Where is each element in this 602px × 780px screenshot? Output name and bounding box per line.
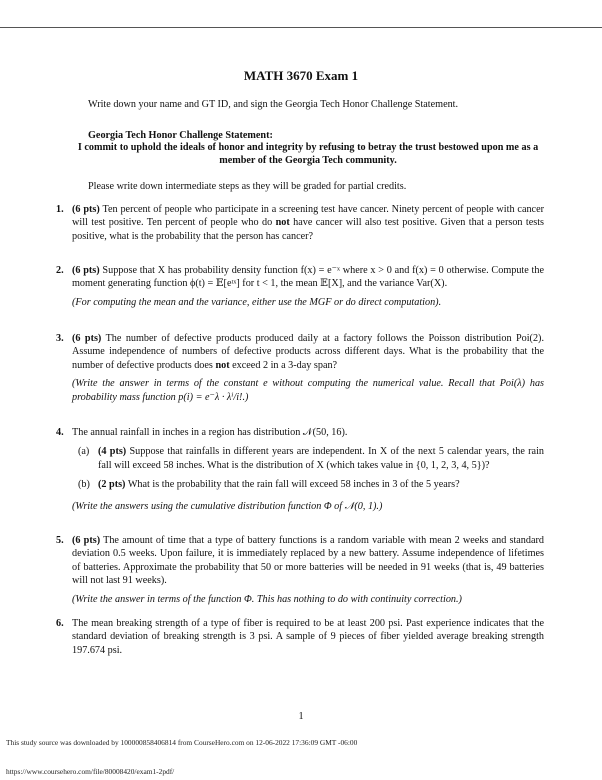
exam-title: MATH 3670 Exam 1: [243, 68, 359, 83]
question-points: (6 pts): [72, 204, 100, 215]
question-3: [56, 332, 544, 404]
question-4: [56, 426, 544, 513]
source-url[interactable]: https://www.coursehero.com/file/80008420/exam1-2pdf/: [6, 767, 175, 776]
page-number: 1: [298, 711, 304, 722]
subpart-body: [98, 478, 544, 491]
question-body: [72, 332, 544, 372]
question-text: The mean breaking strength of a type of fiber is required to be at least 200 psi. Past experience indicates that the standard deviation of breaking strength is 3 psi. A sample of 9 pieces of fiber yielded average breaking strength 197.674 psi.: [72, 618, 544, 656]
question-text: have cancer will also test positive. Given that a person tests positive, what is the probability that the person has cancer?: [72, 217, 545, 242]
question-body: [72, 203, 544, 243]
question-number: 5.: [56, 535, 64, 546]
question-number: 3.: [56, 333, 64, 344]
question-body: [72, 264, 544, 291]
question-note: (Write the answer in terms of the function Φ. This has nothing to do with continuity correction.): [72, 593, 462, 605]
question-number: 1.: [56, 204, 64, 215]
question-points: (6 pts): [72, 535, 101, 546]
question-number: 6.: [56, 618, 64, 629]
question-note: (Write the answers using the cumulative distribution function Φ of 𝒩(0, 1).): [72, 500, 383, 512]
question-text: The annual rainfall in inches in a region has distribution 𝒩(50, 16).: [72, 427, 348, 438]
question-number: 2.: [56, 265, 64, 276]
subpart-points: (4 pts): [98, 446, 127, 458]
subpart-text: Suppose that rainfalls in different years are independent. In X of the next 5 calendar years, the rain fall will exceed 58 inches. What is the distribution of X (which takes value in {0, 1, 2, 3, 4, 5})?: [98, 446, 544, 471]
question-2: [56, 264, 544, 309]
question-body: [72, 534, 544, 588]
question-4a: [72, 445, 544, 472]
instruction-text: Write down your name and GT ID, and sign the Georgia Tech Honor Challenge Statement.: [88, 99, 459, 110]
question-number: 4.: [56, 427, 64, 438]
question-note: (Write the answer in terms of the constant e without computing the numerical value. Recall that Poi(λ) has probability mass function p(i) = e⁻λ · λⁱ/i!.): [72, 378, 544, 403]
top-rule: [0, 27, 602, 28]
question-text: The amount of time that a type of battery functions is a random variable with mean 2 weeks and standard deviation 0.5 weeks. Upon failure, it is immediately replaced by a new battery. Assume independence of lifetimes of batteries. Approximate the probability that 50 or more batteries will be needed in 91 weeks (that is, 49 batteries will not last 91 weeks).: [72, 535, 544, 587]
honor-statement: I commit to uphold the ideals of honor and integrity by refusing to betray the trust bestowed upon me as a member of the Georgia Tech community.: [77, 142, 539, 167]
question-text: Ten percent of people who participate in a screening test have cancer. Ninety percent of people with cancer will test positive. Ten percent of people who do: [72, 204, 544, 229]
question-emphasis: not: [275, 217, 290, 229]
question-note: (For computing the mean and the variance, either use the MGF or do direct computation).: [72, 296, 442, 308]
question-text: The number of defective products produced daily at a factory follows the Poisson distribution Poi(2). Assume independence of numbers of defective products across different days. What is the probability that the number of defective products does: [72, 333, 544, 371]
subpart-text: What is the probability that the rain fall will exceed 58 inches in 3 of the 5 years?: [125, 479, 460, 491]
subpart-label: (b): [78, 479, 90, 491]
download-notice: This study source was downloaded by 100000858406814 from CourseHero.com on 12-06-2022 17:36:09 GMT -06:00: [6, 738, 358, 747]
question-6: [56, 617, 544, 657]
honor-heading: Georgia Tech Honor Challenge Statement:: [88, 130, 273, 141]
subpart-label: (a): [78, 446, 90, 458]
question-1: [56, 203, 544, 243]
subpart-body: [98, 445, 544, 472]
question-emphasis: not: [215, 359, 230, 371]
question-text: Suppose that X has probability density function f(x) = e⁻ˣ where x > 0 and f(x) = 0 otherwise. Compute the moment generating function ϕ(t) = 𝔼[eᵗˣ] for t < 1, the mean 𝔼[X], and the variance Var(X).: [72, 265, 544, 290]
question-4b: [72, 478, 544, 491]
question-points: (6 pts): [72, 333, 102, 344]
subpart-points: (2 pts): [98, 479, 126, 491]
question-5: [56, 534, 544, 606]
question-text: exceed 2 in a 3-day span?: [229, 359, 338, 371]
question-points: (6 pts): [72, 265, 100, 276]
steps-note: Please write down intermediate steps as they will be graded for partial credits.: [88, 181, 407, 192]
